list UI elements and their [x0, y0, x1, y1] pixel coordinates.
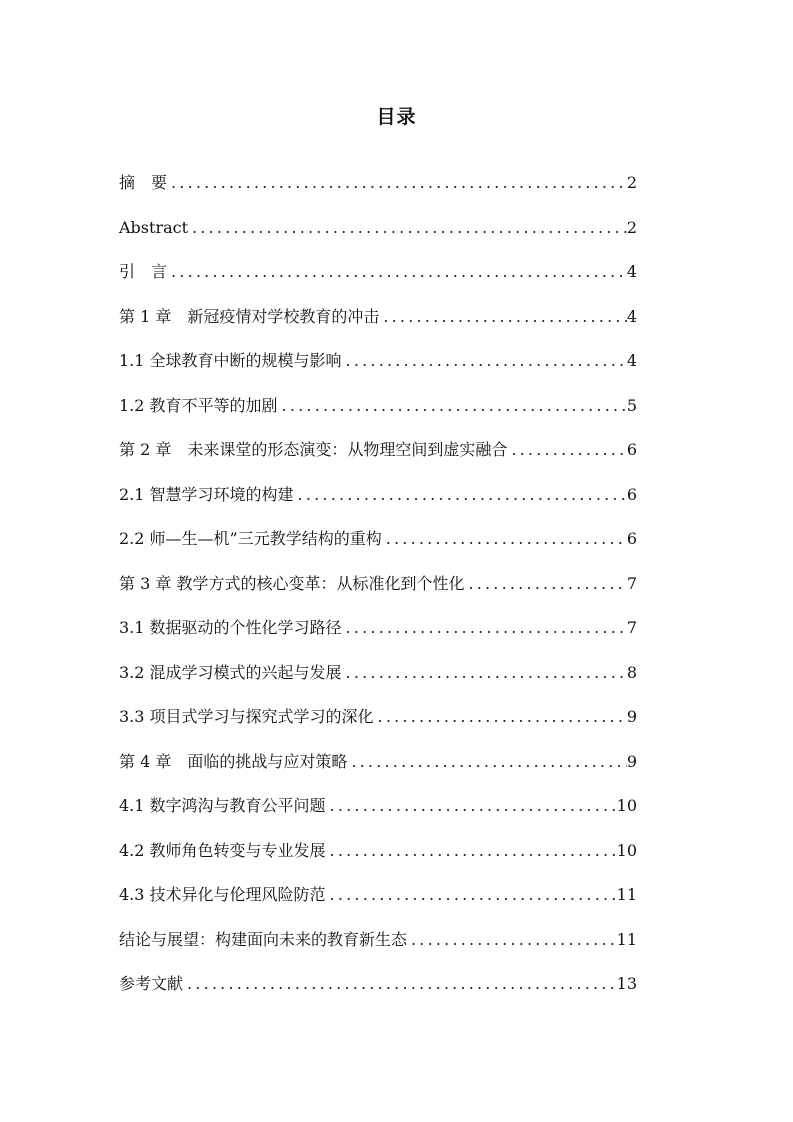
toc-entry-page: 9 — [626, 751, 637, 771]
toc-entry-label: 引 言 — [119, 262, 168, 281]
toc-leader-dots — [326, 880, 617, 910]
toc-leader-dots — [464, 569, 626, 599]
toc-leader-dots — [407, 925, 617, 955]
toc-entry[interactable] — [119, 569, 637, 614]
toc-leader-dots — [188, 213, 627, 243]
toc-entry[interactable] — [119, 302, 637, 347]
toc-leader-dots — [183, 969, 617, 999]
toc-entry-page: 10 — [616, 796, 637, 815]
toc-entry-label: 参考文献 — [119, 974, 184, 993]
toc-entry-label: 第 1 章 新冠疫情对学校教育的冲击 — [119, 306, 380, 326]
toc-entry[interactable] — [119, 702, 637, 747]
toc-leader-dots — [342, 613, 627, 643]
toc-entry-page: 10 — [616, 840, 637, 860]
toc-entry[interactable] — [119, 391, 637, 436]
toc-entry[interactable] — [119, 880, 637, 925]
toc-entry-label: 4.1 数字鸿沟与教育公平问题 — [119, 796, 326, 815]
toc-entry[interactable] — [119, 257, 637, 302]
toc-entry-label: 第 2 章 未来课堂的形态演变：从物理空间到虚实融合 — [119, 440, 508, 459]
toc-entry[interactable] — [119, 524, 637, 569]
toc-entry-page: 9 — [626, 707, 637, 726]
toc-entry-page: 11 — [616, 929, 637, 949]
toc-leader-dots — [382, 524, 627, 554]
toc-entry-page: 4 — [626, 306, 637, 326]
toc-entry-page: 8 — [626, 662, 637, 682]
toc-leader-dots — [167, 257, 627, 287]
toc-entry-page: 5 — [626, 395, 637, 415]
toc-entry-label: 2.2 师—生—机”三元教学结构的重构 — [119, 529, 382, 548]
toc-entry-label: 结论与展望：构建面向未来的教育新生态 — [119, 929, 408, 949]
toc-leader-dots — [342, 346, 627, 376]
toc-entry-page: 2 — [626, 173, 637, 192]
toc-entry-page: 6 — [626, 529, 637, 548]
toc-entry-page: 4 — [626, 262, 637, 281]
toc-leader-dots — [347, 747, 626, 777]
toc-entry-page: 6 — [626, 484, 637, 504]
toc-entry[interactable] — [119, 836, 637, 881]
toc-leader-dots — [342, 658, 627, 688]
toc-entry-label: 第 3 章 教学方式的核心变革：从标准化到个性化 — [119, 573, 465, 593]
toc-entry[interactable] — [119, 435, 637, 480]
toc-entry-page: 13 — [616, 974, 637, 993]
toc-entry-page: 11 — [616, 885, 637, 904]
toc-entry-page: 6 — [626, 440, 637, 459]
toc-leader-dots — [326, 791, 617, 821]
toc-entry-label: 1.2 教育不平等的加剧 — [119, 395, 278, 415]
toc-entry[interactable] — [119, 613, 637, 658]
toc-entry-label: 4.2 教师角色转变与专业发展 — [119, 840, 326, 860]
toc-leader-dots — [374, 702, 627, 732]
toc-leader-dots — [326, 836, 617, 866]
toc-leader-dots — [278, 391, 627, 421]
toc-entry-label: 3.3 项目式学习与探究式学习的深化 — [119, 707, 374, 726]
toc-list — [119, 168, 637, 1014]
toc-entry-label: 1.1 全球教育中断的规模与影响 — [119, 351, 342, 370]
toc-entry-label: 第 4 章 面临的挑战与应对策略 — [119, 751, 348, 771]
toc-entry[interactable] — [119, 213, 637, 258]
toc-entry-label: 3.2 混成学习模式的兴起与发展 — [119, 662, 342, 682]
toc-entry-label: 4.3 技术异化与伦理风险防范 — [119, 885, 326, 904]
toc-leader-dots — [294, 480, 627, 510]
toc-entry[interactable] — [119, 747, 637, 792]
toc-leader-dots — [507, 435, 626, 465]
toc-entry-label: Abstract — [119, 217, 189, 237]
toc-entry-label: 2.1 智慧学习环境的构建 — [119, 484, 294, 504]
toc-entry[interactable] — [119, 658, 637, 703]
toc-entry-page: 7 — [626, 573, 637, 593]
toc-entry[interactable] — [119, 969, 637, 1014]
toc-entry[interactable] — [119, 346, 637, 391]
toc-entry-page: 4 — [626, 351, 637, 370]
toc-entry[interactable] — [119, 791, 637, 836]
toc-entry-label: 3.1 数据驱动的个性化学习路径 — [119, 618, 342, 637]
toc-title: 目录 — [376, 106, 417, 128]
toc-entry[interactable] — [119, 925, 637, 970]
toc-entry[interactable] — [119, 168, 637, 213]
toc-entry[interactable] — [119, 480, 637, 525]
toc-leader-dots — [167, 168, 627, 198]
toc-entry-page: 7 — [626, 618, 637, 637]
toc-entry-page: 2 — [626, 217, 637, 237]
toc-entry-label: 摘 要 — [119, 173, 168, 192]
toc-leader-dots — [379, 302, 626, 332]
